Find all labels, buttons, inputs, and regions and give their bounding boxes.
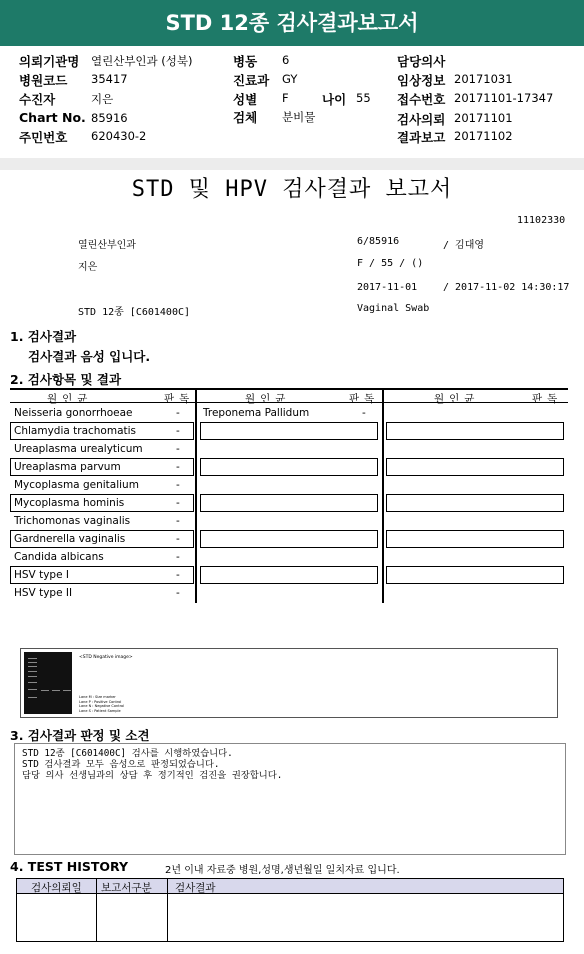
receipt-label: 접수번호 <box>397 92 446 107</box>
header-pathogen: 원인균 <box>47 393 93 405</box>
inst-value: 열린산부인과 (성북) <box>91 54 193 68</box>
dept-label: 진료과 <box>233 73 270 88</box>
section1-title: 1. 검사결과 <box>10 329 77 344</box>
patient-info <box>0 52 584 160</box>
pathogen-name: Gardnerella vaginalis <box>14 533 126 545</box>
grid-header-3 <box>383 388 568 403</box>
empty-row-box <box>200 422 378 440</box>
pathogen-name: Mycoplasma genitalium <box>14 479 139 491</box>
report-test-name: STD 12종 [C601400C] <box>78 307 191 318</box>
opinion-box <box>14 743 566 855</box>
pathogen-name: Neisseria gonorrhoeae <box>14 407 133 419</box>
pathogen-name: Mycoplasma hominis <box>14 497 125 509</box>
gel-image <box>24 652 72 714</box>
pathogen-name: Ureaplasma parvum <box>14 461 121 473</box>
report-code: 11102330 <box>517 215 566 226</box>
header-judge: 판독 <box>349 393 380 405</box>
history-col-result: 검사결과 <box>175 882 216 894</box>
report-date2: / 2017-11-02 14:30:17 <box>443 282 570 293</box>
pathogen-name: Ureaplasma urealyticum <box>14 443 143 455</box>
section2-title: 2. 검사항목 및 결과 <box>10 372 122 387</box>
empty-row-box <box>200 530 378 548</box>
report-title: STD 및 HPV 검사결과 보고서 <box>131 177 453 202</box>
history-divider <box>167 879 168 941</box>
gel-image-panel <box>20 648 558 718</box>
report-header: STD 12종 검사결과보고서 <box>0 0 584 46</box>
empty-row-box <box>386 494 564 512</box>
pathogen-result: - <box>176 533 180 545</box>
history-note: 2년 이내 자료중 병원,성명,생년월일 일치자료 입니다. <box>165 865 400 876</box>
clinical-value: 20171031 <box>454 72 513 86</box>
grid-divider <box>382 388 384 603</box>
pathogen-name: Treponema Pallidum <box>203 407 310 419</box>
patient-label: 수진자 <box>19 92 56 107</box>
grid-header-1 <box>10 388 196 403</box>
ward-label: 병동 <box>233 54 258 69</box>
history-table <box>16 878 564 942</box>
chart-value: 85916 <box>91 111 128 125</box>
report-doctor: / 김대영 <box>443 240 485 251</box>
header-pathogen: 원인균 <box>434 393 480 405</box>
pathogen-result: - <box>176 515 180 527</box>
inst-label: 의뢰기관명 <box>19 54 80 69</box>
clinical-label: 임상정보 <box>397 73 446 88</box>
empty-row-box <box>200 494 378 512</box>
pathogen-result: - <box>176 569 180 581</box>
pathogen-name: Chlamydia trachomatis <box>14 425 137 437</box>
report-clinic: 열린산부인과 <box>78 240 136 251</box>
history-col-type: 보고서구분 <box>101 882 152 894</box>
pathogen-name: HSV type II <box>14 587 73 599</box>
pathogen-result: - <box>176 479 180 491</box>
pathogen-result: - <box>176 497 180 509</box>
pathogen-result: - <box>176 425 180 437</box>
section4-title: 4. TEST HISTORY <box>10 859 129 874</box>
pathogen-result: - <box>176 407 180 419</box>
sex-label: 성별 <box>233 92 258 107</box>
age-value: 55 <box>356 91 371 105</box>
header-pathogen: 원인균 <box>245 393 291 405</box>
image-legend: Lane M : Size marker Lane P : Positive Control Lane N : Negative Control Lane S : Patient Sample <box>79 695 125 713</box>
report-ward-chart: 6/85916 <box>357 236 400 247</box>
pathogen-name: Candida albicans <box>14 551 104 563</box>
sex-value: F <box>282 91 289 105</box>
empty-row-box <box>386 422 564 440</box>
pathogen-result: - <box>176 443 180 455</box>
pathogen-name: Trichomonas vaginalis <box>14 515 131 527</box>
report-value: 20171102 <box>454 129 513 143</box>
pathogen-result: - <box>176 551 180 563</box>
report-sex-age: F / 55 / () <box>357 258 424 269</box>
empty-row-box <box>200 458 378 476</box>
request-label: 검사의뢰 <box>397 112 446 127</box>
doctor-label: 담당의사 <box>397 54 446 69</box>
age-label: 나이 <box>322 92 347 107</box>
chart-label: Chart No. <box>19 110 86 125</box>
separator <box>0 158 584 170</box>
rrn-value: 620430-2 <box>91 129 147 143</box>
empty-row-box <box>386 566 564 584</box>
ward-value: 6 <box>282 53 290 67</box>
opinion-line: STD 검사결과 모두 음성으로 판정되었습니다. <box>22 759 220 770</box>
grid-header-2 <box>196 388 383 403</box>
rrn-label: 주민번호 <box>19 130 68 145</box>
patient-value: 지은 <box>91 92 114 106</box>
hosp-code-label: 병원코드 <box>19 73 68 88</box>
specimen-value: 분비물 <box>282 110 316 124</box>
opinion-line: STD 12종 [C601400C] 검사를 시행하였습니다. <box>22 748 233 759</box>
empty-row-box <box>200 566 378 584</box>
image-caption: <STD Negative image> <box>79 655 133 660</box>
report-date1: 2017-11-01 <box>357 282 418 293</box>
receipt-value: 20171101-17347 <box>454 91 554 105</box>
pathogen-result: - <box>362 407 366 419</box>
opinion-line: 담당 의사 선생님과의 상담 후 정기적인 검진을 권장합니다. <box>22 770 283 781</box>
specimen-label: 검체 <box>233 110 258 125</box>
report-patient: 지은 <box>78 262 98 273</box>
empty-row-box <box>386 458 564 476</box>
report-specimen: Vaginal Swab <box>357 303 430 314</box>
history-divider <box>96 879 97 941</box>
pathogen-result: - <box>176 461 180 473</box>
request-value: 20171101 <box>454 111 513 125</box>
report-label: 결과보고 <box>397 130 446 145</box>
history-col-date: 검사의뢰일 <box>31 882 82 894</box>
empty-row-box <box>386 530 564 548</box>
pathogen-name: HSV type I <box>14 569 69 581</box>
header-judge: 판독 <box>164 393 195 405</box>
section3-title: 3. 검사결과 판정 및 소견 <box>10 728 150 743</box>
pathogen-result: - <box>176 587 180 599</box>
history-header <box>17 879 563 894</box>
header-judge: 판독 <box>532 393 563 405</box>
section1-result: 검사결과 음성 입니다. <box>28 349 151 364</box>
grid-divider <box>195 388 197 603</box>
dept-value: GY <box>282 72 298 86</box>
hosp-code-value: 35417 <box>91 72 128 86</box>
